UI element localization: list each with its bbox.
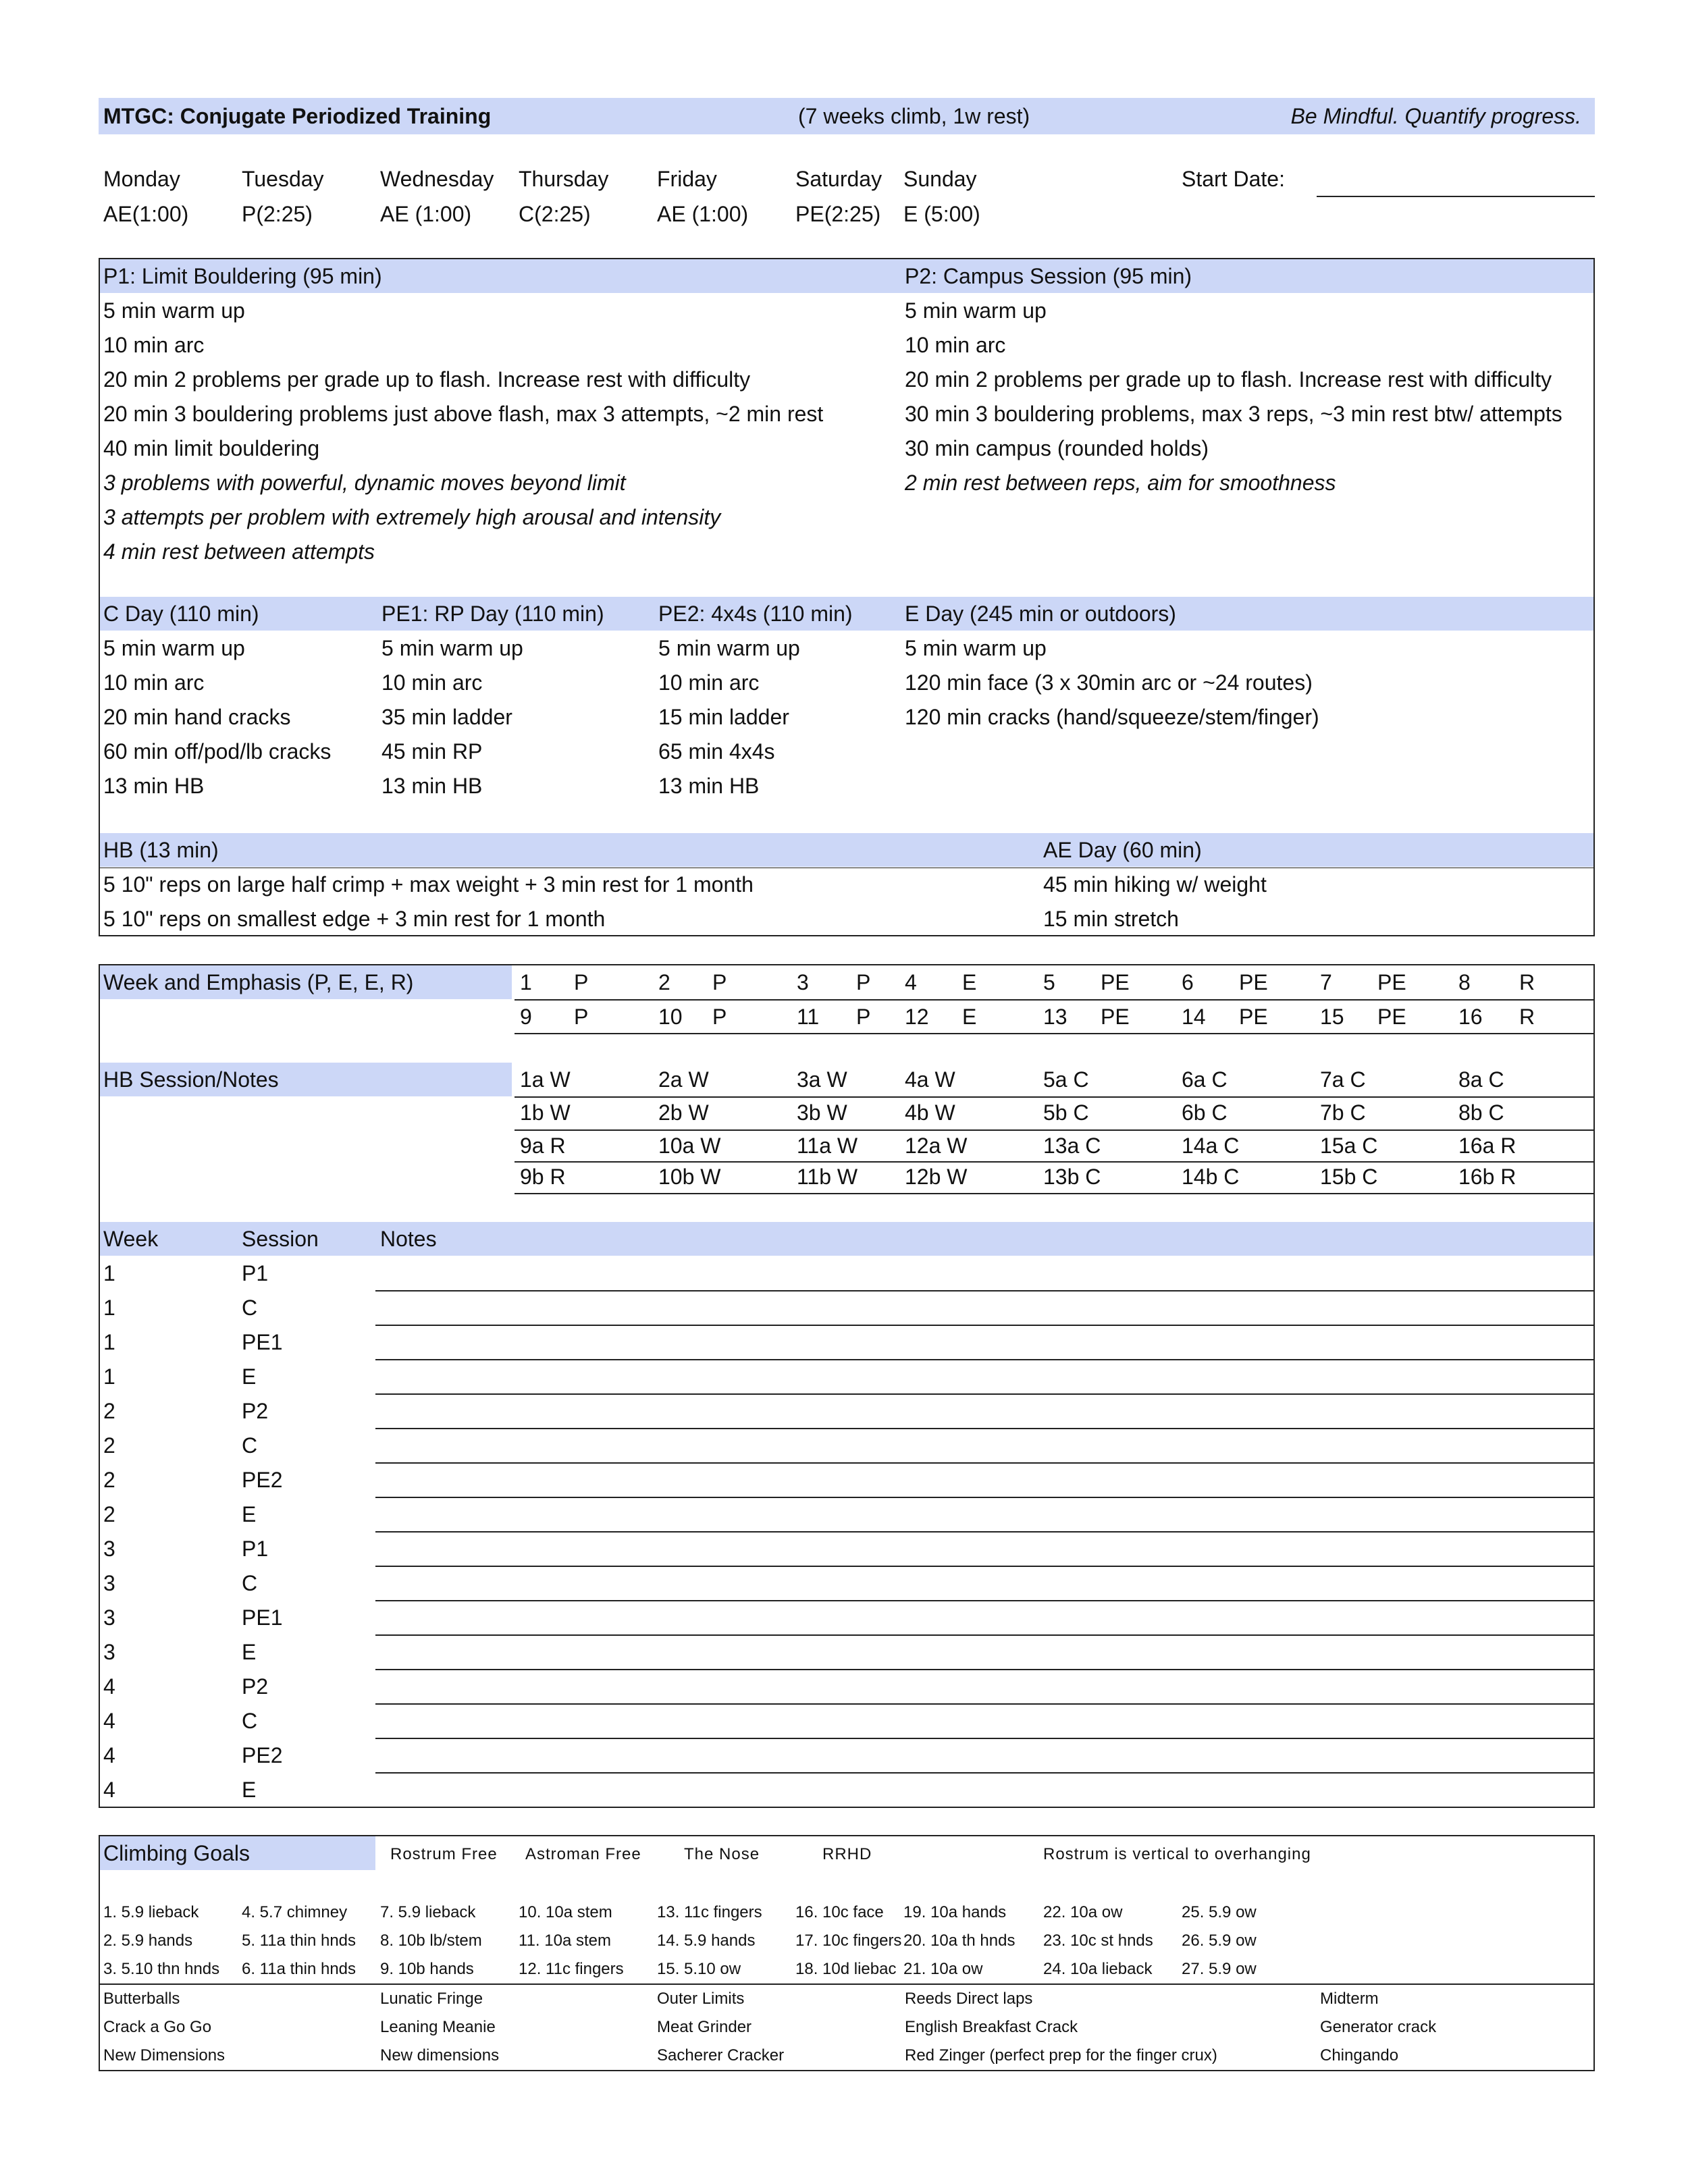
section-heading: PE1: RP Day (110 min): [381, 602, 604, 626]
route-goal: New Dimensions: [103, 2046, 226, 2065]
hb-session-cell: 1b W: [520, 1100, 571, 1125]
pitch-goal: 19. 10a hands: [903, 1903, 1007, 1921]
workout-line: 120 min face (3 x 30min arc or ~24 routes): [905, 670, 1313, 695]
notes-line[interactable]: [375, 1393, 1595, 1395]
week-emphasis: R: [1519, 1005, 1535, 1029]
workout-line: 15 min stretch: [1043, 907, 1179, 931]
day-session-code: C(2:25): [519, 202, 591, 226]
pitch-goal: 23. 10c st hnds: [1043, 1932, 1153, 1950]
start-date-label: Start Date:: [1182, 167, 1285, 191]
goal-route: RRHD: [822, 1845, 872, 1863]
workout-line: 10 min arc: [381, 670, 483, 695]
notes-line[interactable]: [375, 1497, 1595, 1498]
day-name: Monday: [103, 167, 180, 191]
route-goal: Generator crack: [1320, 2018, 1437, 2036]
workout-line: 10 min arc: [103, 333, 205, 357]
pitch-goal: 14. 5.9 hands: [657, 1932, 756, 1950]
workout-line: 20 min 2 problems per grade up to flash. Increase rest with difficulty: [905, 367, 1552, 392]
notes-line[interactable]: [375, 1359, 1595, 1360]
workout-line: 20 min 3 bouldering problems just above flash, max 3 attempts, ~2 min rest: [103, 402, 824, 426]
week-emphasis: PE: [1101, 970, 1130, 994]
route-goal: Leaning Meanie: [380, 2018, 496, 2036]
hb-session-cell: 12b W: [905, 1165, 968, 1189]
day-session-code: E (5:00): [903, 202, 980, 226]
section-heading: AE Day (60 min): [1043, 838, 1202, 862]
log-week: 3: [103, 1640, 115, 1664]
week-number: 3: [797, 970, 809, 994]
workout-line: 35 min ladder: [381, 705, 512, 729]
day-name: Thursday: [519, 167, 609, 191]
hb-session-cell: 15b C: [1320, 1165, 1378, 1189]
workout-line: 5 min warm up: [658, 636, 800, 660]
hb-session-label: HB Session/Notes: [103, 1067, 279, 1092]
log-session: P1: [242, 1261, 269, 1285]
week-number: 7: [1320, 970, 1332, 994]
pitch-goal: 9. 10b hands: [380, 1960, 474, 1978]
hb-session-cell: 5b C: [1043, 1100, 1089, 1125]
workout-line: 5 min warm up: [381, 636, 523, 660]
workout-line: 20 min hand cracks: [103, 705, 291, 729]
week-number: 4: [905, 970, 917, 994]
log-header-notes: Notes: [380, 1227, 437, 1251]
log-week: 4: [103, 1709, 115, 1733]
pitch-goal: 1. 5.9 lieback: [103, 1903, 199, 1921]
notes-line[interactable]: [375, 1703, 1595, 1705]
hb-session-cell: 10a W: [658, 1134, 721, 1158]
section-heading: P1: Limit Bouldering (95 min): [103, 264, 382, 288]
log-week: 2: [103, 1502, 115, 1526]
log-week: 3: [103, 1571, 115, 1595]
pitch-goal: 25. 5.9 ow: [1182, 1903, 1257, 1921]
log-session: P1: [242, 1537, 269, 1561]
log-session: E: [242, 1778, 257, 1802]
day-name: Saturday: [795, 167, 882, 191]
pitch-goal: 12. 11c fingers: [519, 1960, 624, 1978]
day-session-code: AE(1:00): [103, 202, 189, 226]
hb-session-cell: 1a W: [520, 1067, 571, 1092]
workout-line: 15 min ladder: [658, 705, 789, 729]
log-week: 2: [103, 1399, 115, 1423]
workout-line: 13 min HB: [103, 774, 205, 798]
workout-line: 45 min RP: [381, 739, 483, 764]
pitch-goal: 10. 10a stem: [519, 1903, 612, 1921]
week-emphasis: PE: [1239, 970, 1268, 994]
log-week: 1: [103, 1261, 115, 1285]
log-session: PE2: [242, 1743, 283, 1767]
section-heading: HB (13 min): [103, 838, 219, 862]
hb-session-cell: 16b R: [1458, 1165, 1516, 1189]
hb-session-cell: 7a C: [1320, 1067, 1366, 1092]
workout-line: 5 min warm up: [103, 636, 245, 660]
hb-session-cell: 13b C: [1043, 1165, 1101, 1189]
hb-session-cell: 4b W: [905, 1100, 955, 1125]
pitch-goal: 20. 10a th hnds: [903, 1932, 1016, 1950]
notes-line[interactable]: [375, 1634, 1595, 1636]
day-session-code: PE(2:25): [795, 202, 881, 226]
hb-session-cell: 10b W: [658, 1165, 721, 1189]
hb-session-cell: 3a W: [797, 1067, 847, 1092]
workout-line: 10 min arc: [658, 670, 760, 695]
week-emphasis: PE: [1377, 1005, 1406, 1029]
log-week: 1: [103, 1364, 115, 1389]
week-number: 1: [520, 970, 532, 994]
hb-session-cell: 2a W: [658, 1067, 709, 1092]
hb-session-cell: 13a C: [1043, 1134, 1101, 1158]
log-week: 4: [103, 1743, 115, 1767]
goal-route: Astroman Free: [525, 1845, 641, 1863]
week-number: 2: [658, 970, 670, 994]
log-session: C: [242, 1296, 258, 1320]
log-session: P2: [242, 1674, 269, 1699]
route-goal: Red Zinger (perfect prep for the finger crux): [905, 2046, 1217, 2065]
pitch-goal: 4. 5.7 chimney: [242, 1903, 348, 1921]
notes-line[interactable]: [375, 1290, 1595, 1291]
week-number: 12: [905, 1005, 929, 1029]
route-goal: Lunatic Fringe: [380, 1990, 483, 2008]
week-emphasis: P: [856, 1005, 871, 1029]
section-heading: P2: Campus Session (95 min): [905, 264, 1192, 288]
goals-title: Climbing Goals: [103, 1841, 250, 1865]
workout-line: 5 min warm up: [905, 298, 1047, 323]
route-goal: Outer Limits: [657, 1990, 745, 2008]
week-emphasis: P: [712, 970, 727, 994]
hb-session-cell: 11b W: [797, 1165, 858, 1189]
day-name: Sunday: [903, 167, 977, 191]
workout-line: 45 min hiking w/ weight: [1043, 872, 1267, 897]
log-session: C: [242, 1571, 258, 1595]
workout-line: 30 min 3 bouldering problems, max 3 reps, ~3 min rest btw/ attempts: [905, 402, 1562, 426]
log-header-session: Session: [242, 1227, 319, 1251]
log-header-week: Week: [103, 1227, 159, 1251]
workout-line: 120 min cracks (hand/squeeze/stem/finger): [905, 705, 1319, 729]
pitch-goal: 18. 10d liebac: [795, 1960, 897, 1978]
workout-line: 5 min warm up: [103, 298, 245, 323]
notes-line[interactable]: [375, 1531, 1595, 1533]
log-session: E: [242, 1502, 257, 1526]
week-number: 6: [1182, 970, 1194, 994]
notes-line[interactable]: [375, 1428, 1595, 1429]
section-heading: C Day (110 min): [103, 602, 259, 626]
week-emphasis: P: [574, 1005, 589, 1029]
pitch-goal: 11. 10a stem: [519, 1932, 611, 1950]
hb-session-cell: 6b C: [1182, 1100, 1228, 1125]
week-number: 14: [1182, 1005, 1206, 1029]
pitch-goal: 8. 10b lb/stem: [380, 1932, 482, 1950]
pitch-goal: 17. 10c fingers: [795, 1932, 902, 1950]
workout-note: 3 problems with powerful, dynamic moves beyond limit: [103, 471, 626, 495]
workout-note: 3 attempts per problem with extremely high arousal and intensity: [103, 505, 721, 529]
workout-note: 2 min rest between reps, aim for smoothness: [905, 471, 1336, 495]
pitch-goal: 5. 11a thin hnds: [242, 1932, 357, 1950]
pitch-goal: 26. 5.9 ow: [1182, 1932, 1257, 1950]
pitch-goal: 2. 5.9 hands: [103, 1932, 193, 1950]
goal-remark: Rostrum is vertical to overhanging: [1043, 1845, 1311, 1863]
route-goal: Midterm: [1320, 1990, 1379, 2008]
day-name: Tuesday: [242, 167, 324, 191]
hb-session-cell: 6a C: [1182, 1067, 1228, 1092]
pitch-goal: 15. 5.10 ow: [657, 1960, 741, 1978]
log-week: 2: [103, 1468, 115, 1492]
section-heading: PE2: 4x4s (110 min): [658, 602, 853, 626]
notes-line[interactable]: [375, 1600, 1595, 1601]
route-goal: Reeds Direct laps: [905, 1990, 1033, 2008]
day-session-code: P(2:25): [242, 202, 313, 226]
workout-line: 40 min limit bouldering: [103, 436, 320, 460]
goal-route: Rostrum Free: [390, 1845, 498, 1863]
hb-session-cell: 14a C: [1182, 1134, 1240, 1158]
workout-line: 20 min 2 problems per grade up to flash. Increase rest with difficulty: [103, 367, 751, 392]
workout-line: 13 min HB: [658, 774, 760, 798]
route-goal: Butterballs: [103, 1990, 180, 2008]
workout-line: 10 min arc: [103, 670, 205, 695]
log-session: C: [242, 1433, 258, 1458]
day-session-code: AE (1:00): [380, 202, 472, 226]
week-number: 16: [1458, 1005, 1483, 1029]
week-emphasis: E: [962, 1005, 977, 1029]
pitch-goal: 27. 5.9 ow: [1182, 1960, 1257, 1978]
route-goal: English Breakfast Crack: [905, 2018, 1078, 2036]
pitch-goal: 21. 10a ow: [903, 1960, 983, 1978]
workout-line: 13 min HB: [381, 774, 483, 798]
hb-session-cell: 8a C: [1458, 1067, 1504, 1092]
route-goal: Sacherer Cracker: [657, 2046, 785, 2065]
day-name: Friday: [657, 167, 717, 191]
week-emphasis: PE: [1377, 970, 1406, 994]
motto: Be Mindful. Quantify progress.: [1290, 104, 1581, 128]
hb-session-cell: 7b C: [1320, 1100, 1366, 1125]
notes-line[interactable]: [375, 1462, 1595, 1464]
emphasis-label: Week and Emphasis (P, E, E, R): [103, 970, 414, 994]
workout-line: 30 min campus (rounded holds): [905, 436, 1209, 460]
hb-session-cell: 15a C: [1320, 1134, 1378, 1158]
week-emphasis: E: [962, 970, 977, 994]
goal-route: The Nose: [684, 1845, 760, 1863]
workout-line: 5 min warm up: [905, 636, 1047, 660]
day-name: Wednesday: [380, 167, 494, 191]
workout-line: 5 10" reps on large half crimp + max weight + 3 min rest for 1 month: [103, 872, 754, 897]
notes-line[interactable]: [375, 1738, 1595, 1739]
hb-session-cell: 16a R: [1458, 1134, 1516, 1158]
day-session-code: AE (1:00): [657, 202, 749, 226]
week-number: 13: [1043, 1005, 1067, 1029]
notes-line[interactable]: [375, 1325, 1595, 1326]
hb-session-cell: 14b C: [1182, 1165, 1240, 1189]
pitch-goal: 16. 10c face: [795, 1903, 884, 1921]
week-emphasis: P: [712, 1005, 727, 1029]
route-goal: Crack a Go Go: [103, 2018, 212, 2036]
hb-session-cell: 3b W: [797, 1100, 847, 1125]
section-heading: E Day (245 min or outdoors): [905, 602, 1176, 626]
log-week: 2: [103, 1433, 115, 1458]
pitch-goal: 6. 11a thin hnds: [242, 1960, 357, 1978]
week-number: 11: [797, 1005, 820, 1029]
notes-line[interactable]: [375, 1566, 1595, 1567]
log-session: E: [242, 1640, 257, 1664]
route-goal: Chingando: [1320, 2046, 1399, 2065]
workout-line: 5 10" reps on smallest edge + 3 min rest for 1 month: [103, 907, 606, 931]
log-session: PE2: [242, 1468, 283, 1492]
notes-line[interactable]: [375, 1772, 1595, 1774]
log-session: P2: [242, 1399, 269, 1423]
workout-line: 10 min arc: [905, 333, 1006, 357]
log-week: 1: [103, 1330, 115, 1354]
log-week: 4: [103, 1674, 115, 1699]
week-number: 9: [520, 1005, 532, 1029]
hb-session-cell: 5a C: [1043, 1067, 1089, 1092]
workout-note: 4 min rest between attempts: [103, 539, 375, 564]
document-title: MTGC: Conjugate Periodized Training: [103, 104, 492, 128]
week-emphasis: P: [574, 970, 589, 994]
hb-session-cell: 11a W: [797, 1134, 858, 1158]
week-number: 15: [1320, 1005, 1344, 1029]
week-emphasis: PE: [1239, 1005, 1268, 1029]
document-subtitle: (7 weeks climb, 1w rest): [798, 104, 1030, 128]
log-session: PE1: [242, 1605, 283, 1630]
log-week: 1: [103, 1296, 115, 1320]
week-number: 8: [1458, 970, 1471, 994]
hb-session-cell: 12a W: [905, 1134, 968, 1158]
log-week: 3: [103, 1605, 115, 1630]
log-session: PE1: [242, 1330, 283, 1354]
start-date-field[interactable]: [1317, 196, 1595, 197]
week-number: 10: [658, 1005, 683, 1029]
pitch-goal: 24. 10a lieback: [1043, 1960, 1153, 1978]
hb-session-cell: 9a R: [520, 1134, 566, 1158]
pitch-goal: 7. 5.9 lieback: [380, 1903, 476, 1921]
workout-line: 60 min off/pod/lb cracks: [103, 739, 332, 764]
hb-session-cell: 9b R: [520, 1165, 566, 1189]
log-week: 3: [103, 1537, 115, 1561]
week-number: 5: [1043, 970, 1055, 994]
log-session: E: [242, 1364, 257, 1389]
notes-line[interactable]: [375, 1669, 1595, 1670]
route-goal: Meat Grinder: [657, 2018, 752, 2036]
log-session: C: [242, 1709, 258, 1733]
pitch-goal: 13. 11c fingers: [657, 1903, 762, 1921]
hb-session-cell: 2b W: [658, 1100, 709, 1125]
week-emphasis: R: [1519, 970, 1535, 994]
route-goal: New dimensions: [380, 2046, 500, 2065]
pitch-goal: 22. 10a ow: [1043, 1903, 1123, 1921]
hb-session-cell: 8b C: [1458, 1100, 1504, 1125]
week-emphasis: P: [856, 970, 871, 994]
workout-line: 65 min 4x4s: [658, 739, 775, 764]
hb-session-cell: 4a W: [905, 1067, 955, 1092]
pitch-goal: 3. 5.10 thn hnds: [103, 1960, 220, 1978]
log-week: 4: [103, 1778, 115, 1802]
week-emphasis: PE: [1101, 1005, 1130, 1029]
